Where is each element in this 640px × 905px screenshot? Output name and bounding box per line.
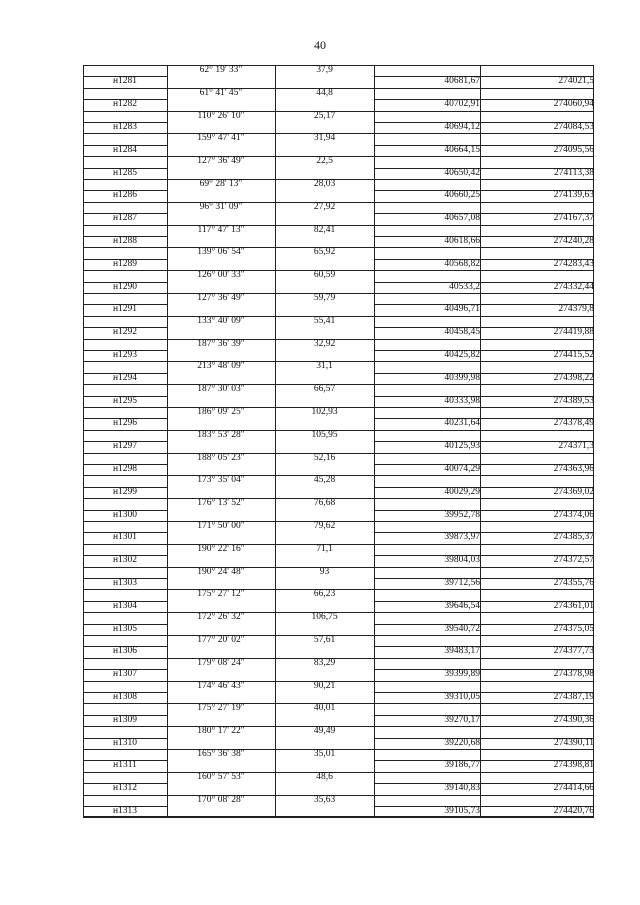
x-coordinate: 39186,77 <box>444 760 480 771</box>
y-coordinate: 274387,19 <box>553 692 594 702</box>
angle-cell: 187° 30' 03" <box>197 384 245 395</box>
point-name: н1301 <box>112 532 138 543</box>
distance-cell: 52,16 <box>313 452 336 463</box>
x-coordinate: 40425,82 <box>444 350 480 360</box>
point-name: н1290 <box>112 281 138 292</box>
distance-cell: 49,49 <box>313 726 336 737</box>
x-coordinate: 40694,12 <box>444 122 480 132</box>
y-coordinate: 274378,49 <box>553 418 594 429</box>
angle-cell: 176° 13' 52" <box>197 498 245 509</box>
distance-cell: 82,41 <box>313 224 336 235</box>
angle-cell: 171° 50' 00" <box>197 521 245 531</box>
x-coordinate: 39105,73 <box>444 806 480 816</box>
point-name: н1303 <box>112 578 138 588</box>
x-coordinate: 40650,42 <box>444 167 480 178</box>
y-coordinate: 274361,01 <box>553 600 594 611</box>
angle-cell: 179° 08' 24" <box>197 657 245 668</box>
distance-cell: 57,61 <box>313 635 336 645</box>
point-name: н1288 <box>112 236 138 246</box>
angle-cell: 62° 19' 33" <box>199 65 243 75</box>
y-coordinate: 274398,81 <box>553 760 594 771</box>
angle-cell: 117° 47' 13" <box>197 224 245 235</box>
point-name: н1289 <box>112 258 138 269</box>
distance-cell: 79,62 <box>313 521 336 531</box>
angle-cell: 183° 53' 28" <box>197 429 245 440</box>
distance-cell: 66,23 <box>313 589 336 600</box>
x-coordinate: 40333,98 <box>444 395 480 406</box>
point-name: н1287 <box>112 213 138 224</box>
point-name: н1309 <box>112 714 138 725</box>
table-hline <box>83 816 594 817</box>
x-coordinate: 39540,72 <box>444 623 480 634</box>
y-coordinate: 274283,43 <box>553 258 594 269</box>
y-coordinate: 274374,06 <box>553 509 594 520</box>
distance-cell: 105,95 <box>311 429 338 440</box>
point-name: н1281 <box>112 76 138 87</box>
angle-cell: 126° 00' 33" <box>197 270 245 281</box>
y-coordinate: 274390,36 <box>553 714 594 725</box>
x-coordinate: 40618,66 <box>444 236 480 246</box>
y-coordinate: 274398,22 <box>553 372 594 383</box>
x-coordinate: 39140,83 <box>444 783 480 794</box>
y-coordinate: 274355,76 <box>553 578 594 588</box>
distance-cell: 65,92 <box>313 247 336 258</box>
distance-cell: 48,6 <box>316 771 333 782</box>
y-coordinate: 274084,53 <box>553 122 594 132</box>
angle-cell: 96° 31' 09" <box>199 201 243 212</box>
angle-cell: 174° 46' 43" <box>197 680 245 691</box>
x-coordinate: 40664,15 <box>444 144 480 155</box>
y-coordinate: 274060,94 <box>553 99 594 110</box>
point-name: н1295 <box>112 395 138 406</box>
y-coordinate: 274378,98 <box>553 669 594 680</box>
y-coordinate: 274021,5 <box>558 76 594 87</box>
point-name: н1298 <box>112 464 138 474</box>
angle-cell: 175° 27' 12" <box>197 589 245 600</box>
x-coordinate: 39270,17 <box>444 714 480 725</box>
y-coordinate: 274379,8 <box>558 304 594 315</box>
x-coordinate: 40681,67 <box>444 76 480 87</box>
distance-cell: 45,28 <box>313 475 336 486</box>
angle-cell: 159° 47' 41" <box>197 133 245 144</box>
y-coordinate: 274139,63 <box>553 190 594 201</box>
distance-cell: 93 <box>319 566 330 577</box>
distance-cell: 83,29 <box>313 657 336 668</box>
angle-cell: 188° 05' 23" <box>197 452 245 463</box>
angle-cell: 133° 40' 09" <box>197 315 245 326</box>
distance-cell: 40,01 <box>313 703 336 714</box>
y-coordinate: 274414,66 <box>553 783 594 794</box>
x-coordinate: 40074,29 <box>444 464 480 474</box>
angle-cell: 61° 41' 45" <box>199 87 243 98</box>
x-coordinate: 40657,08 <box>444 213 480 224</box>
y-coordinate: 274390,11 <box>553 737 594 748</box>
y-coordinate: 274371,3 <box>558 441 594 452</box>
distance-cell: 76,68 <box>313 498 336 509</box>
angle-cell: 175° 27' 19" <box>197 703 245 714</box>
angle-cell: 69° 28' 13" <box>199 179 243 189</box>
y-coordinate: 274377,73 <box>553 646 594 657</box>
distance-cell: 35,63 <box>313 794 336 805</box>
point-name: н1304 <box>112 600 138 611</box>
coordinates-table <box>83 65 594 817</box>
x-coordinate: 39220,68 <box>444 737 480 748</box>
distance-cell: 44,8 <box>316 87 333 98</box>
x-coordinate: 40458,45 <box>444 327 480 338</box>
angle-cell: 127° 36' 49" <box>197 293 245 303</box>
point-name: н1310 <box>112 737 138 748</box>
distance-cell: 71,1 <box>316 543 333 554</box>
x-coordinate: 39952,78 <box>444 509 480 520</box>
angle-cell: 177° 20' 02" <box>197 635 245 645</box>
distance-cell: 31,1 <box>316 361 333 372</box>
x-coordinate: 39646,54 <box>444 600 480 611</box>
point-name: н1291 <box>112 304 138 315</box>
angle-cell: 165° 36' 38" <box>197 749 245 759</box>
x-coordinate: 40533,2 <box>449 281 480 292</box>
y-coordinate: 274385,37 <box>553 532 594 543</box>
x-coordinate: 40231,64 <box>444 418 480 429</box>
distance-cell: 32,92 <box>313 338 336 349</box>
page-number: 40 <box>314 38 326 52</box>
point-name: н1302 <box>112 555 138 566</box>
y-coordinate: 274419,88 <box>553 327 594 338</box>
y-coordinate: 274420,76 <box>553 806 594 816</box>
point-name: н1292 <box>112 327 138 338</box>
point-name: н1308 <box>112 692 138 702</box>
angle-cell: 170° 08' 28" <box>197 794 245 805</box>
angle-cell: 186° 09' 25" <box>197 407 245 417</box>
x-coordinate: 40029,29 <box>444 486 480 497</box>
point-name: н1307 <box>112 669 138 680</box>
distance-cell: 25,17 <box>313 110 336 121</box>
x-coordinate: 40125,93 <box>444 441 480 452</box>
distance-cell: 27,92 <box>313 201 336 212</box>
y-coordinate: 274167,37 <box>553 213 594 224</box>
y-coordinate: 274372,57 <box>553 555 594 566</box>
point-name: н1296 <box>112 418 138 429</box>
point-name: н1313 <box>112 806 138 816</box>
angle-cell: 190° 24' 48" <box>197 566 245 577</box>
distance-cell: 102,93 <box>311 407 338 417</box>
point-name: н1306 <box>112 646 138 657</box>
angle-cell: 213° 48' 09" <box>197 361 245 372</box>
y-coordinate: 274095,56 <box>553 144 594 155</box>
x-coordinate: 40399,98 <box>444 372 480 383</box>
distance-cell: 60,59 <box>313 270 336 281</box>
y-coordinate: 274363,96 <box>553 464 594 474</box>
distance-cell: 35,01 <box>313 749 336 759</box>
point-name: н1294 <box>112 372 138 383</box>
y-coordinate: 274415,52 <box>553 350 594 360</box>
x-coordinate: 40496,71 <box>444 304 480 315</box>
x-coordinate: 39712,56 <box>444 578 480 588</box>
point-name: н1312 <box>112 783 138 794</box>
point-name: н1285 <box>112 167 138 178</box>
distance-cell: 106,75 <box>311 612 338 623</box>
y-coordinate: 274113,38 <box>553 167 594 178</box>
distance-cell: 59,79 <box>313 293 336 303</box>
distance-cell: 55,41 <box>313 315 336 326</box>
point-name: н1286 <box>112 190 138 201</box>
angle-cell: 173° 35' 04" <box>197 475 245 486</box>
distance-cell: 66,57 <box>313 384 336 395</box>
angle-cell: 180° 17' 22" <box>197 726 245 737</box>
point-name: н1284 <box>112 144 138 155</box>
angle-cell: 160° 57' 53" <box>197 771 245 782</box>
point-name: н1283 <box>112 122 138 132</box>
table-hline <box>83 817 594 818</box>
y-coordinate: 274389,53 <box>553 395 594 406</box>
x-coordinate: 39804,03 <box>444 555 480 566</box>
distance-cell: 37,9 <box>316 65 333 75</box>
x-coordinate: 39310,05 <box>444 692 480 702</box>
x-coordinate: 40660,25 <box>444 190 480 201</box>
point-name: н1311 <box>113 760 137 771</box>
angle-cell: 190° 22' 16" <box>197 543 245 554</box>
angle-cell: 172° 26' 32" <box>197 612 245 623</box>
point-name: н1300 <box>112 509 138 520</box>
angle-cell: 187° 36' 39" <box>197 338 245 349</box>
point-name: н1293 <box>112 350 138 360</box>
distance-cell: 31,94 <box>313 133 336 144</box>
angle-cell: 127° 36' 49" <box>197 156 245 167</box>
y-coordinate: 274240,28 <box>553 236 594 246</box>
y-coordinate: 274369,02 <box>553 486 594 497</box>
y-coordinate: 274332,44 <box>553 281 594 292</box>
x-coordinate: 39399,89 <box>444 669 480 680</box>
x-coordinate: 39873,97 <box>444 532 480 543</box>
point-name: н1305 <box>112 623 138 634</box>
angle-cell: 110° 26' 10" <box>197 110 245 121</box>
distance-cell: 22,5 <box>316 156 333 167</box>
angle-cell: 139° 06' 54" <box>197 247 245 258</box>
x-coordinate: 40568,82 <box>444 258 480 269</box>
distance-cell: 28,03 <box>313 179 336 189</box>
y-coordinate: 274375,05 <box>553 623 594 634</box>
point-name: н1299 <box>112 486 138 497</box>
point-name: н1282 <box>112 99 138 110</box>
point-name: н1297 <box>112 441 138 452</box>
x-coordinate: 39483,17 <box>444 646 480 657</box>
distance-cell: 90,21 <box>313 680 336 691</box>
x-coordinate: 40702,91 <box>444 99 480 110</box>
